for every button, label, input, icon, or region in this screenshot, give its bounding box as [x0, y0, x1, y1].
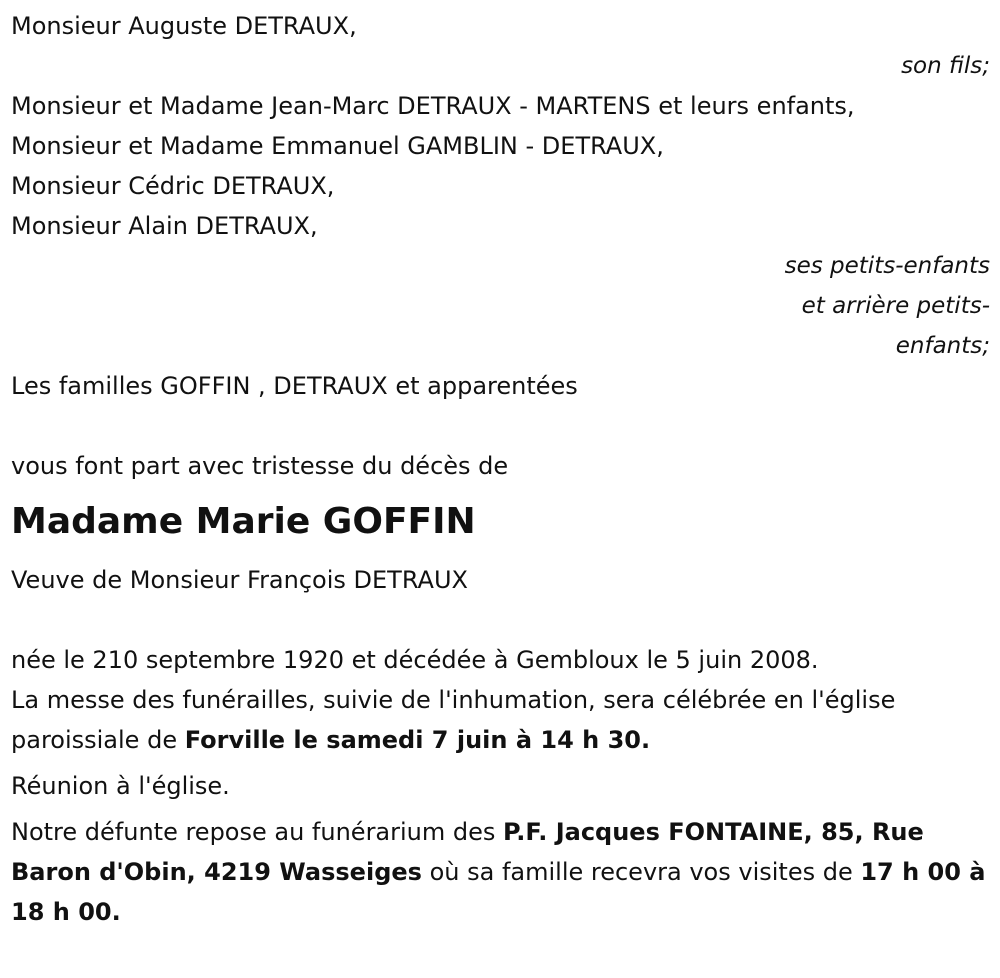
- funeral-home-paragraph: [11, 812, 990, 932]
- announcement-line: vous font part avec tristesse du décès de: [11, 452, 509, 480]
- mass-text: La messe des funérailles, suivie de l'inhumation, sera célébrée en l'église paroissiale de: [11, 686, 896, 754]
- grandchild-line: Monsieur et Madame Jean-Marc DETRAUX - MARTENS et leurs enfants,: [11, 92, 855, 120]
- grandchildren-role-line: ses petits-enfants: [784, 253, 990, 279]
- funeral-home-address: P.F. Jacques FONTAINE, 85, Rue Baron d'Obin, 4219 Wasseiges: [11, 818, 924, 886]
- widow-of-line: Veuve de Monsieur François DETRAUX: [11, 566, 468, 594]
- birth-death-line: née le 210 septembre 1920 et décédée à Gembloux le 5 juin 2008.: [11, 646, 819, 674]
- grandchild-line: Monsieur et Madame Emmanuel GAMBLIN - DETRAUX,: [11, 132, 664, 160]
- rest-text: Notre défunte repose au funérarium des: [11, 818, 496, 846]
- deceased-name: Madame Marie GOFFIN: [11, 501, 476, 542]
- mass-date-time: Forville le samedi 7 juin à 14 h 30.: [184, 726, 651, 754]
- families-line: Les familles GOFFIN , DETRAUX et apparentées: [11, 372, 578, 400]
- visit-text: où sa famille recevra vos visites de: [429, 858, 853, 886]
- meeting-line: Réunion à l'église.: [11, 772, 230, 800]
- visit-hours: 17 h 00 à 18 h 00.: [11, 858, 986, 926]
- funeral-mass-paragraph: [11, 680, 990, 760]
- grandchild-line: Monsieur Alain DETRAUX,: [11, 212, 318, 240]
- grandchildren-role-line: et arrière petits-: [801, 293, 990, 319]
- son-line: Monsieur Auguste DETRAUX,: [11, 12, 357, 40]
- grandchild-line: Monsieur Cédric DETRAUX,: [11, 172, 335, 200]
- grandchildren-role-line: enfants;: [895, 333, 990, 359]
- son-role: son fils;: [901, 53, 990, 79]
